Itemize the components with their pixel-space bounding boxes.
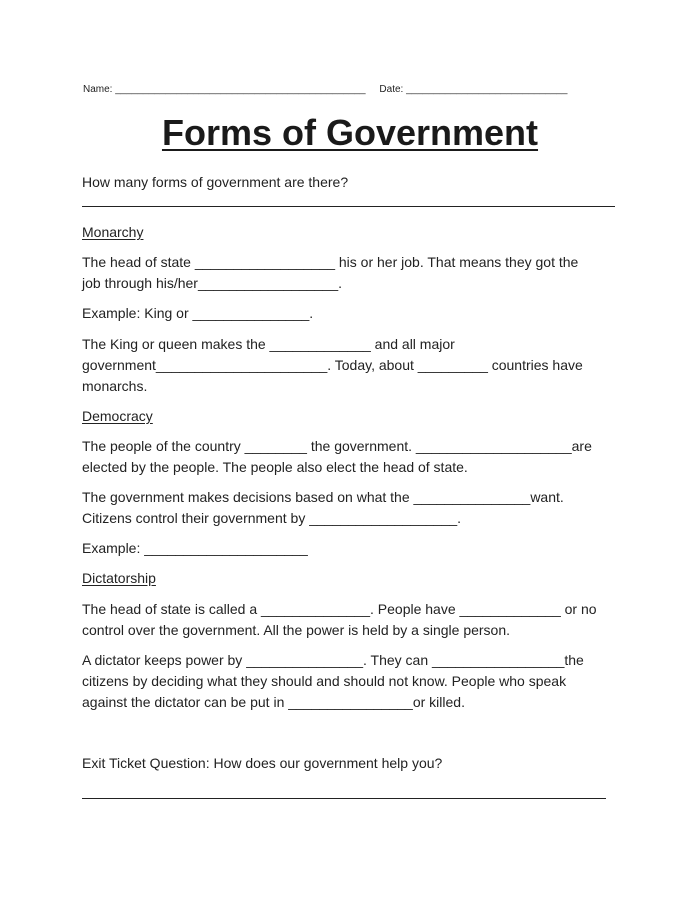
text-line: job through his/her__________________. (82, 275, 343, 291)
monarchy-heading: Monarchy (82, 224, 144, 240)
exit-ticket-question: Exit Ticket Question: How does our government help you? (82, 755, 443, 771)
date-label: Date: (379, 84, 407, 95)
text-line: The government makes decisions based on what the _______________want. (82, 489, 564, 505)
democracy-paragraph-1 (82, 436, 622, 478)
question-forms-count: How many forms of government are there? (82, 174, 349, 190)
text-line: The head of state __________________ his or her job. That means they got the (82, 254, 579, 270)
text-line: A dictator keeps power by _______________. They can _________________the (82, 652, 584, 668)
democracy-paragraph-2 (82, 487, 622, 529)
answer-line-exit-ticket (82, 798, 606, 799)
monarchy-example: Example: King or _______________. (82, 305, 314, 321)
dictatorship-heading: Dictatorship (82, 570, 156, 586)
text-line: The King or queen makes the _____________ and all major (82, 336, 455, 352)
name-blank: _____________________________________________ (115, 84, 366, 95)
answer-line-forms-count (82, 206, 615, 207)
header-row (83, 84, 615, 95)
text-line: elected by the people. The people also elect the head of state. (82, 459, 468, 475)
text-line: monarchs. (82, 378, 148, 394)
monarchy-paragraph-3 (82, 334, 622, 397)
text-line: control over the government. All the power is held by a single person. (82, 622, 511, 638)
text-line: citizens by deciding what they should and should not know. People who speak (82, 673, 567, 689)
dictatorship-paragraph-1 (82, 599, 622, 641)
text-line: government______________________. Today, about _________ countries have (82, 357, 583, 373)
name-label: Name: (83, 84, 116, 95)
democracy-heading: Democracy (82, 408, 153, 424)
text-line: The people of the country ________ the government. ____________________are (82, 438, 592, 454)
monarchy-paragraph-1 (82, 252, 622, 294)
dictatorship-paragraph-2 (82, 650, 622, 713)
page-title: Forms of Government (161, 112, 539, 153)
text-line: The head of state is called a ______________. People have _____________ or no (82, 601, 597, 617)
text-line: against the dictator can be put in ________________or killed. (82, 694, 465, 710)
date-blank: _____________________________ (406, 84, 568, 95)
democracy-example: Example: _____________________ (82, 540, 308, 556)
text-line: Citizens control their government by ___________________. (82, 510, 462, 526)
